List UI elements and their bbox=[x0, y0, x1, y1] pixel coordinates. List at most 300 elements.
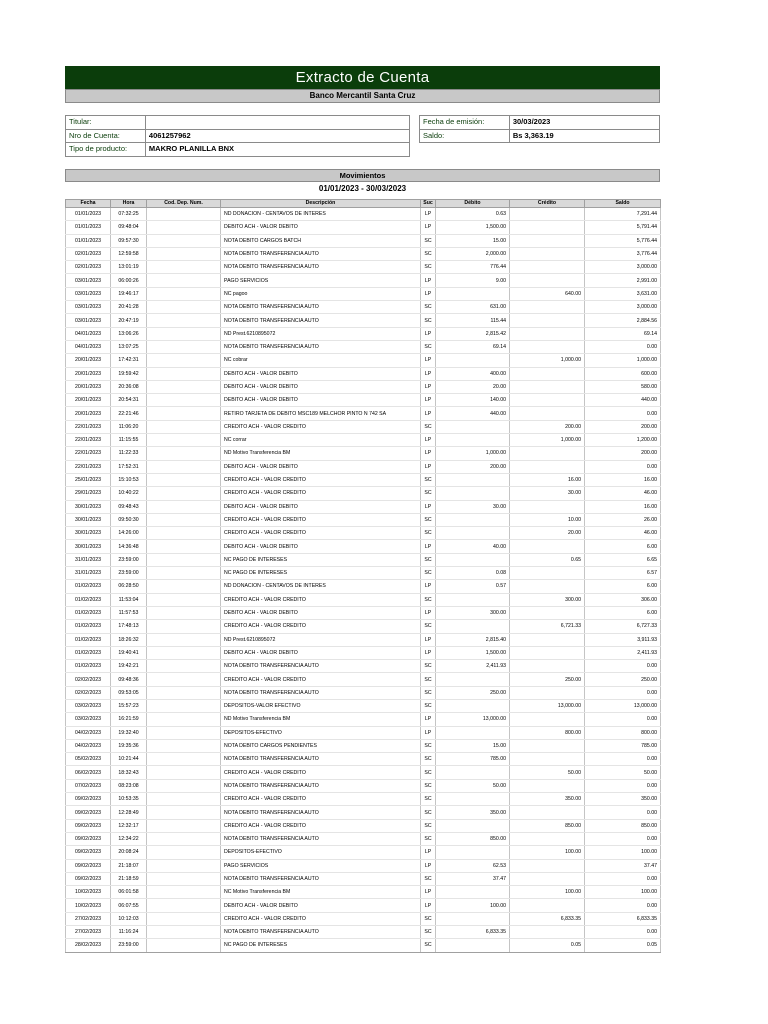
cell-debito: 776.44 bbox=[436, 261, 510, 274]
cell-debito bbox=[436, 287, 510, 300]
cell-fecha: 03/01/2023 bbox=[66, 287, 111, 300]
cell-suc: LP bbox=[421, 899, 436, 912]
cell-hora: 10:21:44 bbox=[111, 753, 147, 766]
cell-suc: LP bbox=[421, 394, 436, 407]
cell-credito bbox=[510, 806, 585, 819]
cell-fecha: 28/02/2023 bbox=[66, 939, 111, 952]
cell-hora: 13:07:25 bbox=[111, 340, 147, 353]
cell-credito: 30.00 bbox=[510, 487, 585, 500]
cell-suc: LP bbox=[421, 367, 436, 380]
cell-suc: SC bbox=[421, 553, 436, 566]
cell-descripcion: NOTA DEBITO TRANSFERENCIA AUTO bbox=[221, 686, 421, 699]
cell-hora: 10:12:03 bbox=[111, 912, 147, 925]
cell-saldo: 0.05 bbox=[585, 939, 661, 952]
cell-suc: SC bbox=[421, 473, 436, 486]
cell-descripcion: NC PAGO DE INTERESES bbox=[221, 553, 421, 566]
table-row bbox=[66, 234, 661, 247]
cell-credito bbox=[510, 380, 585, 393]
cell-descripcion: DEPOSITOS-EFECTIVO bbox=[221, 846, 421, 859]
cell-credito: 100.00 bbox=[510, 846, 585, 859]
cell-fecha: 31/01/2023 bbox=[66, 567, 111, 580]
cell-descripcion: CREDITO ACH - VALOR CREDITO bbox=[221, 912, 421, 925]
table-row bbox=[66, 327, 661, 340]
cell-saldo: 600.00 bbox=[585, 367, 661, 380]
cell-suc: SC bbox=[421, 806, 436, 819]
cell-debito bbox=[436, 487, 510, 500]
cell-debito bbox=[436, 819, 510, 832]
cell-hora: 12:28:49 bbox=[111, 806, 147, 819]
cell-cod-dep-num bbox=[147, 208, 221, 221]
cell-credito bbox=[510, 208, 585, 221]
product-type-label: Tipo de producto: bbox=[66, 143, 146, 157]
cell-descripcion: DEBITO ACH - VALOR DEBITO bbox=[221, 500, 421, 513]
cell-fecha: 07/02/2023 bbox=[66, 779, 111, 792]
cell-suc: LP bbox=[421, 713, 436, 726]
cell-hora: 10:40:22 bbox=[111, 487, 147, 500]
cell-fecha: 25/01/2023 bbox=[66, 473, 111, 486]
cell-hora: 06:07:55 bbox=[111, 899, 147, 912]
cell-cod-dep-num bbox=[147, 261, 221, 274]
cell-credito bbox=[510, 447, 585, 460]
movements-body bbox=[66, 208, 661, 953]
cell-descripcion: PAGO SERVICIOS bbox=[221, 859, 421, 872]
cell-saldo: 2,411.93 bbox=[585, 646, 661, 659]
cell-credito bbox=[510, 221, 585, 234]
cell-saldo: 3,911.93 bbox=[585, 633, 661, 646]
cell-credito bbox=[510, 247, 585, 260]
cell-saldo: 6,833.35 bbox=[585, 912, 661, 925]
cell-saldo: 46.00 bbox=[585, 487, 661, 500]
cell-debito bbox=[436, 354, 510, 367]
cell-cod-dep-num bbox=[147, 806, 221, 819]
balance-value: Bs 3,363.19 bbox=[509, 129, 659, 143]
table-row bbox=[66, 939, 661, 952]
cell-hora: 09:53:05 bbox=[111, 686, 147, 699]
cell-cod-dep-num bbox=[147, 739, 221, 752]
cell-suc: SC bbox=[421, 620, 436, 633]
cell-hora: 06:01:58 bbox=[111, 886, 147, 899]
cell-cod-dep-num bbox=[147, 513, 221, 526]
cell-hora: 13:06:26 bbox=[111, 327, 147, 340]
account-number-value: 4061257962 bbox=[145, 129, 409, 143]
cell-hora: 15:57:23 bbox=[111, 699, 147, 712]
cell-descripcion: NOTA DEBITO TRANSFERENCIA AUTO bbox=[221, 779, 421, 792]
cell-fecha: 22/01/2023 bbox=[66, 447, 111, 460]
movements-header-row bbox=[66, 200, 661, 208]
cell-saldo: 0.00 bbox=[585, 832, 661, 845]
cell-saldo: 2,991.00 bbox=[585, 274, 661, 287]
cell-fecha: 10/02/2023 bbox=[66, 899, 111, 912]
cell-fecha: 22/01/2023 bbox=[66, 434, 111, 447]
cell-descripcion: CREDITO ACH - VALOR CREDITO bbox=[221, 593, 421, 606]
table-row bbox=[66, 540, 661, 553]
cell-fecha: 04/02/2023 bbox=[66, 726, 111, 739]
cell-credito bbox=[510, 234, 585, 247]
cell-descripcion: DEPOSITOS-VALOR EFECTIVO bbox=[221, 699, 421, 712]
cell-saldo: 16.00 bbox=[585, 473, 661, 486]
cell-descripcion: CREDITO ACH - VALOR CREDITO bbox=[221, 487, 421, 500]
cell-saldo: 26.00 bbox=[585, 513, 661, 526]
cell-descripcion: CREDITO ACH - VALOR CREDITO bbox=[221, 527, 421, 540]
cell-credito: 50.00 bbox=[510, 766, 585, 779]
cell-cod-dep-num bbox=[147, 301, 221, 314]
table-row bbox=[66, 779, 661, 792]
cell-saldo: 0.00 bbox=[585, 926, 661, 939]
cell-debito bbox=[436, 939, 510, 952]
cell-credito: 0.05 bbox=[510, 939, 585, 952]
cell-debito: 400.00 bbox=[436, 367, 510, 380]
cell-credito bbox=[510, 899, 585, 912]
cell-debito bbox=[436, 912, 510, 925]
cell-debito bbox=[436, 726, 510, 739]
cell-saldo: 580.00 bbox=[585, 380, 661, 393]
cell-hora: 19:42:21 bbox=[111, 660, 147, 673]
cell-suc: SC bbox=[421, 527, 436, 540]
cell-hora: 19:40:41 bbox=[111, 646, 147, 659]
account-info-right bbox=[419, 115, 660, 143]
cell-suc: SC bbox=[421, 301, 436, 314]
cell-saldo: 16.00 bbox=[585, 500, 661, 513]
cell-hora: 19:46:17 bbox=[111, 287, 147, 300]
cell-saldo: 50.00 bbox=[585, 766, 661, 779]
cell-suc: LP bbox=[421, 500, 436, 513]
cell-saldo: 306.00 bbox=[585, 593, 661, 606]
cell-debito bbox=[436, 527, 510, 540]
cell-fecha: 02/02/2023 bbox=[66, 686, 111, 699]
col-cod-dep-num: Cod. Dep. Num. bbox=[147, 200, 221, 208]
cell-debito: 1,000.00 bbox=[436, 447, 510, 460]
cell-credito bbox=[510, 327, 585, 340]
cell-debito: 1,500.00 bbox=[436, 646, 510, 659]
cell-suc: SC bbox=[421, 872, 436, 885]
cell-credito bbox=[510, 832, 585, 845]
table-row bbox=[66, 394, 661, 407]
cell-credito: 6,721.33 bbox=[510, 620, 585, 633]
cell-saldo: 100.00 bbox=[585, 846, 661, 859]
cell-fecha: 31/01/2023 bbox=[66, 553, 111, 566]
table-row bbox=[66, 380, 661, 393]
cell-debito: 62.53 bbox=[436, 859, 510, 872]
cell-fecha: 04/01/2023 bbox=[66, 327, 111, 340]
cell-fecha: 02/01/2023 bbox=[66, 261, 111, 274]
cell-fecha: 30/01/2023 bbox=[66, 540, 111, 553]
cell-credito bbox=[510, 753, 585, 766]
cell-cod-dep-num bbox=[147, 407, 221, 420]
cell-hora: 09:48:43 bbox=[111, 500, 147, 513]
cell-suc: SC bbox=[421, 926, 436, 939]
cell-fecha: 01/02/2023 bbox=[66, 606, 111, 619]
cell-debito: 115.44 bbox=[436, 314, 510, 327]
cell-debito bbox=[436, 620, 510, 633]
cell-cod-dep-num bbox=[147, 886, 221, 899]
cell-credito bbox=[510, 314, 585, 327]
cell-saldo: 69.14 bbox=[585, 327, 661, 340]
col-hora: Hora bbox=[111, 200, 147, 208]
cell-saldo: 200.00 bbox=[585, 420, 661, 433]
cell-debito bbox=[436, 886, 510, 899]
cell-fecha: 05/02/2023 bbox=[66, 753, 111, 766]
cell-descripcion: ND Prest.6210895072 bbox=[221, 327, 421, 340]
cell-saldo: 1,200.00 bbox=[585, 434, 661, 447]
table-row bbox=[66, 926, 661, 939]
cell-debito: 140.00 bbox=[436, 394, 510, 407]
table-row bbox=[66, 620, 661, 633]
cell-cod-dep-num bbox=[147, 699, 221, 712]
cell-fecha: 10/02/2023 bbox=[66, 886, 111, 899]
cell-descripcion: NOTA DEBITO TRANSFERENCIA AUTO bbox=[221, 926, 421, 939]
cell-debito bbox=[436, 553, 510, 566]
cell-debito: 2,000.00 bbox=[436, 247, 510, 260]
cell-cod-dep-num bbox=[147, 287, 221, 300]
table-row bbox=[66, 633, 661, 646]
cell-credito: 800.00 bbox=[510, 726, 585, 739]
cell-saldo: 0.00 bbox=[585, 340, 661, 353]
cell-fecha: 20/01/2023 bbox=[66, 354, 111, 367]
cell-debito bbox=[436, 846, 510, 859]
cell-credito: 1,000.00 bbox=[510, 434, 585, 447]
table-row bbox=[66, 407, 661, 420]
cell-cod-dep-num bbox=[147, 447, 221, 460]
cell-cod-dep-num bbox=[147, 527, 221, 540]
cell-credito bbox=[510, 367, 585, 380]
cell-hora: 17:42:31 bbox=[111, 354, 147, 367]
cell-debito: 200.00 bbox=[436, 460, 510, 473]
cell-cod-dep-num bbox=[147, 473, 221, 486]
table-row bbox=[66, 580, 661, 593]
cell-debito: 100.00 bbox=[436, 899, 510, 912]
table-row bbox=[66, 301, 661, 314]
cell-descripcion: ND Motivo Transferencia BM bbox=[221, 447, 421, 460]
table-row bbox=[66, 793, 661, 806]
cell-debito: 250.00 bbox=[436, 686, 510, 699]
cell-suc: SC bbox=[421, 314, 436, 327]
cell-credito bbox=[510, 274, 585, 287]
cell-descripcion: ND Prest.6210895072 bbox=[221, 633, 421, 646]
cell-debito bbox=[436, 434, 510, 447]
cell-suc: SC bbox=[421, 739, 436, 752]
cell-hora: 18:32:43 bbox=[111, 766, 147, 779]
cell-saldo: 440.00 bbox=[585, 394, 661, 407]
cell-suc: SC bbox=[421, 673, 436, 686]
cell-cod-dep-num bbox=[147, 247, 221, 260]
cell-suc: SC bbox=[421, 247, 436, 260]
cell-hora: 10:53:35 bbox=[111, 793, 147, 806]
cell-fecha: 01/02/2023 bbox=[66, 633, 111, 646]
cell-cod-dep-num bbox=[147, 646, 221, 659]
table-row bbox=[66, 367, 661, 380]
cell-debito: 300.00 bbox=[436, 606, 510, 619]
table-row bbox=[66, 221, 661, 234]
cell-suc: SC bbox=[421, 567, 436, 580]
cell-cod-dep-num bbox=[147, 713, 221, 726]
cell-cod-dep-num bbox=[147, 274, 221, 287]
cell-cod-dep-num bbox=[147, 327, 221, 340]
cell-fecha: 03/01/2023 bbox=[66, 274, 111, 287]
account-info-left bbox=[65, 115, 410, 157]
cell-descripcion: NC PAGO DE INTERESES bbox=[221, 567, 421, 580]
cell-fecha: 20/01/2023 bbox=[66, 407, 111, 420]
table-row bbox=[66, 513, 661, 526]
cell-descripcion: NOTA DEBITO TRANSFERENCIA AUTO bbox=[221, 247, 421, 260]
table-row bbox=[66, 208, 661, 221]
cell-fecha: 02/01/2023 bbox=[66, 247, 111, 260]
table-row bbox=[66, 606, 661, 619]
cell-fecha: 30/01/2023 bbox=[66, 500, 111, 513]
cell-hora: 06:00:26 bbox=[111, 274, 147, 287]
cell-descripcion: NOTA DEBITO TRANSFERENCIA AUTO bbox=[221, 314, 421, 327]
cell-cod-dep-num bbox=[147, 846, 221, 859]
cell-debito: 40.00 bbox=[436, 540, 510, 553]
cell-saldo: 7,291.44 bbox=[585, 208, 661, 221]
cell-fecha: 01/02/2023 bbox=[66, 646, 111, 659]
cell-saldo: 1,000.00 bbox=[585, 354, 661, 367]
cell-suc: SC bbox=[421, 261, 436, 274]
table-row bbox=[66, 473, 661, 486]
cell-suc: SC bbox=[421, 487, 436, 500]
cell-suc: SC bbox=[421, 699, 436, 712]
cell-debito bbox=[436, 420, 510, 433]
cell-saldo: 0.00 bbox=[585, 806, 661, 819]
cell-fecha: 09/02/2023 bbox=[66, 793, 111, 806]
cell-hora: 19:35:36 bbox=[111, 739, 147, 752]
cell-debito: 440.00 bbox=[436, 407, 510, 420]
cell-hora: 12:32:17 bbox=[111, 819, 147, 832]
titular-value bbox=[145, 116, 409, 130]
cell-debito: 6,833.35 bbox=[436, 926, 510, 939]
product-type-value: MAKRO PLANILLA BNX bbox=[145, 143, 409, 157]
cell-cod-dep-num bbox=[147, 753, 221, 766]
cell-hora: 09:48:04 bbox=[111, 221, 147, 234]
cell-cod-dep-num bbox=[147, 766, 221, 779]
cell-saldo: 3,776.44 bbox=[585, 247, 661, 260]
cell-credito bbox=[510, 540, 585, 553]
cell-hora: 14:26:00 bbox=[111, 527, 147, 540]
balance-label: Saldo: bbox=[420, 129, 510, 143]
cell-saldo: 100.00 bbox=[585, 886, 661, 899]
cell-cod-dep-num bbox=[147, 872, 221, 885]
cell-credito: 200.00 bbox=[510, 420, 585, 433]
cell-cod-dep-num bbox=[147, 686, 221, 699]
cell-saldo: 6.57 bbox=[585, 567, 661, 580]
cell-fecha: 09/02/2023 bbox=[66, 859, 111, 872]
cell-fecha: 04/02/2023 bbox=[66, 739, 111, 752]
cell-debito: 785.00 bbox=[436, 753, 510, 766]
cell-cod-dep-num bbox=[147, 460, 221, 473]
cell-debito: 15.00 bbox=[436, 739, 510, 752]
cell-credito bbox=[510, 646, 585, 659]
cell-credito: 100.00 bbox=[510, 886, 585, 899]
cell-debito bbox=[436, 699, 510, 712]
cell-descripcion: PAGO SERVICIOS bbox=[221, 274, 421, 287]
cell-fecha: 30/01/2023 bbox=[66, 527, 111, 540]
cell-hora: 18:26:32 bbox=[111, 633, 147, 646]
cell-cod-dep-num bbox=[147, 420, 221, 433]
cell-saldo: 6.00 bbox=[585, 606, 661, 619]
cell-hora: 09:48:36 bbox=[111, 673, 147, 686]
cell-hora: 11:16:24 bbox=[111, 926, 147, 939]
cell-descripcion: NOTA DEBITO TRANSFERENCIA AUTO bbox=[221, 660, 421, 673]
cell-saldo: 5,791.44 bbox=[585, 221, 661, 234]
cell-suc: SC bbox=[421, 832, 436, 845]
cell-fecha: 20/01/2023 bbox=[66, 367, 111, 380]
cell-hora: 14:36:48 bbox=[111, 540, 147, 553]
col-debito: Débito bbox=[436, 200, 510, 208]
cell-saldo: 0.00 bbox=[585, 460, 661, 473]
cell-descripcion: DEBITO ACH - VALOR DEBITO bbox=[221, 540, 421, 553]
cell-credito bbox=[510, 739, 585, 752]
cell-credito: 13,000.00 bbox=[510, 699, 585, 712]
cell-saldo: 37.47 bbox=[585, 859, 661, 872]
cell-debito: 20.00 bbox=[436, 380, 510, 393]
cell-hora: 19:32:40 bbox=[111, 726, 147, 739]
cell-debito: 1,500.00 bbox=[436, 221, 510, 234]
cell-hora: 12:59:58 bbox=[111, 247, 147, 260]
cell-debito bbox=[436, 673, 510, 686]
cell-cod-dep-num bbox=[147, 832, 221, 845]
cell-cod-dep-num bbox=[147, 660, 221, 673]
cell-descripcion: RETIRO TARJETA DE DEBITO MSC189 MELCHOR PINTO N 742 SA bbox=[221, 407, 421, 420]
cell-suc: SC bbox=[421, 819, 436, 832]
cell-saldo: 6,727.33 bbox=[585, 620, 661, 633]
cell-fecha: 27/02/2023 bbox=[66, 926, 111, 939]
cell-saldo: 0.00 bbox=[585, 407, 661, 420]
table-row bbox=[66, 567, 661, 580]
cell-hora: 23:59:00 bbox=[111, 553, 147, 566]
cell-credito bbox=[510, 606, 585, 619]
cell-fecha: 30/01/2023 bbox=[66, 513, 111, 526]
cell-debito: 0.63 bbox=[436, 208, 510, 221]
table-row bbox=[66, 699, 661, 712]
table-row bbox=[66, 434, 661, 447]
cell-cod-dep-num bbox=[147, 540, 221, 553]
cell-descripcion: ND Motivo Transferencia BM bbox=[221, 713, 421, 726]
cell-suc: SC bbox=[421, 686, 436, 699]
movements-date-range: 01/01/2023 - 30/03/2023 bbox=[318, 184, 407, 193]
issue-date-value: 30/03/2023 bbox=[509, 116, 659, 130]
cell-debito: 13,000.00 bbox=[436, 713, 510, 726]
cell-debito: 37.47 bbox=[436, 872, 510, 885]
cell-hora: 20:36:08 bbox=[111, 380, 147, 393]
cell-suc: LP bbox=[421, 859, 436, 872]
cell-credito bbox=[510, 660, 585, 673]
cell-descripcion: DEBITO ACH - VALOR DEBITO bbox=[221, 367, 421, 380]
cell-credito bbox=[510, 407, 585, 420]
cell-descripcion: CREDITO ACH - VALOR CREDITO bbox=[221, 673, 421, 686]
cell-hora: 11:53:04 bbox=[111, 593, 147, 606]
cell-saldo: 350.00 bbox=[585, 793, 661, 806]
cell-suc: SC bbox=[421, 513, 436, 526]
table-row bbox=[66, 912, 661, 925]
cell-debito bbox=[436, 513, 510, 526]
cell-descripcion: CREDITO ACH - VALOR CREDITO bbox=[221, 420, 421, 433]
cell-saldo: 0.00 bbox=[585, 713, 661, 726]
table-row bbox=[66, 739, 661, 752]
cell-cod-dep-num bbox=[147, 500, 221, 513]
cell-fecha: 09/02/2023 bbox=[66, 872, 111, 885]
cell-fecha: 22/01/2023 bbox=[66, 420, 111, 433]
cell-hora: 20:47:19 bbox=[111, 314, 147, 327]
movements-table bbox=[65, 199, 661, 953]
cell-saldo: 5,776.44 bbox=[585, 234, 661, 247]
cell-descripcion: DEBITO ACH - VALOR DEBITO bbox=[221, 221, 421, 234]
cell-credito: 10.00 bbox=[510, 513, 585, 526]
cell-descripcion: CREDITO ACH - VALOR CREDITO bbox=[221, 766, 421, 779]
cell-credito: 16.00 bbox=[510, 473, 585, 486]
cell-suc: LP bbox=[421, 646, 436, 659]
cell-suc: SC bbox=[421, 779, 436, 792]
cell-fecha: 03/01/2023 bbox=[66, 301, 111, 314]
movements-title: Movimientos bbox=[65, 169, 660, 182]
